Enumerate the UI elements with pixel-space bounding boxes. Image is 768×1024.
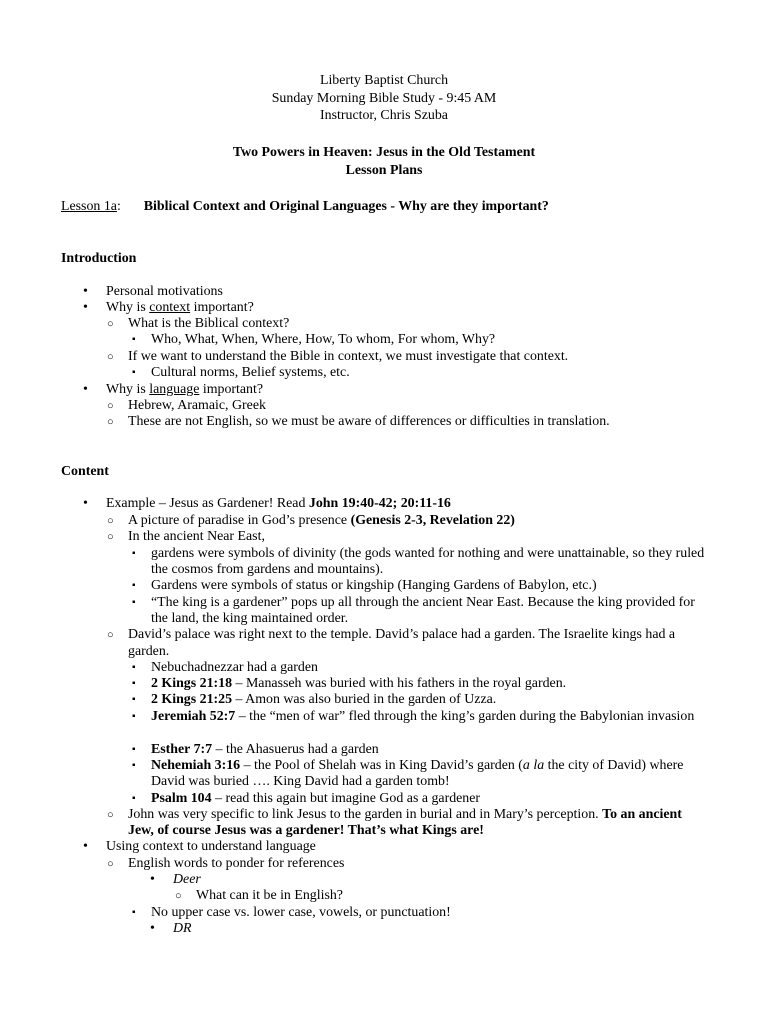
list-item: 2 Kings 21:18 – Manasseh was buried with his fathers in the royal garden. — [151, 676, 567, 691]
list-item: Why is language important? — [106, 382, 264, 397]
list-item: Deer — [173, 872, 201, 887]
list-item-continuation: the land, the king maintained order. — [151, 611, 349, 626]
list-item: Hebrew, Aramaic, Greek — [128, 398, 266, 413]
circle-marker: ○ — [107, 858, 114, 870]
list-item: 2 Kings 21:25 – Amon was also buried in the garden of Uzza. — [151, 692, 497, 707]
circle-marker: ○ — [107, 351, 114, 363]
content-heading: Content — [61, 464, 109, 479]
list-item: If we want to understand the Bible in context, we must investigate that context. — [128, 349, 569, 364]
circle-marker: ○ — [107, 400, 114, 412]
list-item: What is the Biblical context? — [128, 316, 290, 331]
list-item: gardens were symbols of divinity (the gods wanted for nothing and were unattainable, so they ruled — [151, 546, 705, 561]
list-item: No upper case vs. lower case, vowels, or punctuation! — [151, 905, 451, 920]
church-name: Liberty Baptist Church — [319, 73, 449, 88]
circle-marker: ○ — [175, 890, 182, 902]
list-item: These are not English, so we must be aware of differences or difficulties in translation. — [128, 414, 610, 429]
list-item: Example – Jesus as Gardener! Read John 19:40-42; 20:11-16 — [106, 496, 451, 511]
list-item-continuation: garden. — [128, 644, 170, 659]
bullet-marker: • — [150, 872, 155, 887]
list-item: David’s palace was right next to the temple. David’s palace had a garden. The Israelite kings had a — [128, 627, 676, 642]
square-marker: ▪ — [132, 597, 136, 608]
document-header — [0, 73, 768, 126]
introduction-heading: Introduction — [61, 251, 137, 266]
list-item: Jeremiah 52:7 – the “men of war” fled through the king’s garden during the Babylonian invasion — [151, 709, 695, 724]
list-item-continuation: David was buried …. King David had a garden tomb! — [151, 774, 450, 789]
square-marker: ▪ — [132, 793, 136, 804]
circle-marker: ○ — [107, 629, 114, 641]
list-item: Nebuchadnezzar had a garden — [151, 660, 318, 675]
document-title — [0, 145, 768, 180]
list-item: DR — [173, 921, 192, 936]
square-marker: ▪ — [132, 367, 136, 378]
circle-marker: ○ — [107, 531, 114, 543]
lesson-colon: : — [116, 199, 121, 214]
list-item: Cultural norms, Belief systems, etc. — [151, 365, 350, 380]
study-info: Sunday Morning Bible Study - 9:45 AM — [271, 90, 497, 106]
list-item: Who, What, When, Where, How, To whom, For whom, Why? — [151, 332, 496, 347]
bullet-marker: • — [83, 496, 88, 511]
lesson-label: Lesson 1a — [61, 199, 117, 214]
circle-marker: ○ — [107, 515, 114, 527]
circle-marker: ○ — [107, 809, 114, 821]
list-item: English words to ponder for references — [128, 856, 345, 871]
list-item: What can it be in English? — [196, 888, 343, 903]
bullet-marker: • — [83, 839, 88, 854]
list-item: Personal motivations — [106, 284, 223, 299]
square-marker: ▪ — [132, 694, 136, 705]
list-item: In the ancient Near East, — [128, 529, 265, 544]
bullet-marker: • — [83, 300, 88, 315]
square-marker: ▪ — [132, 907, 136, 918]
circle-marker: ○ — [107, 318, 114, 330]
title-line: Two Powers in Heaven: Jesus in the Old Testament — [232, 145, 536, 160]
subtitle-line: Lesson Plans — [345, 162, 423, 178]
list-item: Gardens were symbols of status or kingship (Hanging Gardens of Babylon, etc.) — [151, 578, 597, 593]
bullet-marker: • — [83, 284, 88, 299]
square-marker: ▪ — [132, 678, 136, 689]
list-item: Psalm 104 – read this again but imagine God as a gardener — [151, 791, 481, 806]
circle-marker: ○ — [107, 416, 114, 428]
square-marker: ▪ — [132, 760, 136, 771]
list-item: Esther 7:7 – the Ahasuerus had a garden — [151, 742, 379, 757]
list-item-continuation: Jew, of course Jesus was a gardener! That’s what Kings are! — [128, 823, 484, 838]
list-item: “The king is a gardener” pops up all through the ancient Near East. Because the king provided for — [151, 595, 695, 610]
list-item: A picture of paradise in God’s presence (Genesis 2-3, Revelation 22) — [128, 513, 515, 528]
square-marker: ▪ — [132, 334, 136, 345]
instructor: Instructor, Chris Szuba — [320, 108, 448, 123]
square-marker: ▪ — [132, 662, 136, 673]
list-item: Why is context important? — [106, 300, 254, 315]
bullet-marker: • — [83, 382, 88, 397]
square-marker: ▪ — [132, 711, 136, 722]
list-item-continuation: the cosmos from gardens and mountains). — [151, 562, 384, 577]
lesson-heading — [61, 199, 549, 215]
list-item: Nehemiah 3:16 – the Pool of Shelah was in King David’s garden (a la the city of David) where — [151, 758, 684, 773]
square-marker: ▪ — [132, 580, 136, 591]
square-marker: ▪ — [132, 548, 136, 559]
square-marker: ▪ — [132, 744, 136, 755]
list-item: John was very specific to link Jesus to the garden in burial and in Mary’s perception. To an ancient — [128, 807, 682, 822]
lesson-title: Biblical Context and Original Languages - Why are they important? — [143, 199, 549, 214]
bullet-marker: • — [150, 921, 155, 936]
list-item: Using context to understand language — [106, 839, 316, 854]
